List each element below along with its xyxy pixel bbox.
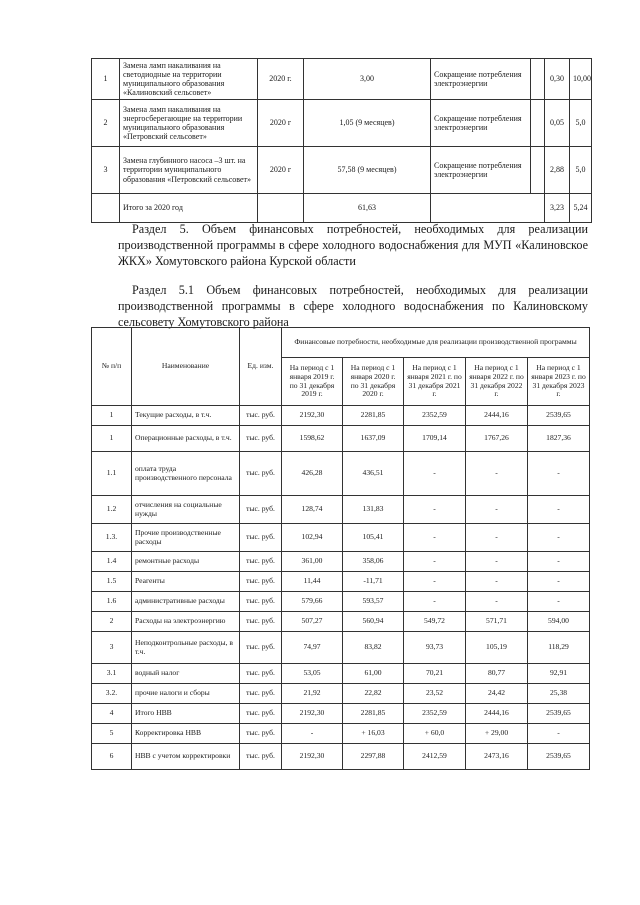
row-value: -	[528, 496, 590, 524]
row-name: отчисления на социальные нужды	[132, 496, 240, 524]
col-group-header: Финансовые потребности, необходимые для реализации производственной программы	[282, 328, 590, 358]
row-name: Итого НВВ	[132, 704, 240, 724]
row-unit: тыс. руб.	[240, 552, 282, 572]
row-value: 131,83	[343, 496, 404, 524]
row-unit: тыс. руб.	[240, 524, 282, 552]
row-value: 1767,26	[466, 426, 528, 452]
section-5-text: Раздел 5. Объем финансовых потребностей, необходимых для реализации производственной программы в сфере холодного водоснабжения для МУП «Калиновское ЖКХ» Хомутовского района Курской области	[118, 222, 588, 268]
row-value: 2192,30	[282, 406, 343, 426]
financial-row	[92, 724, 590, 744]
row-num: 6	[92, 744, 132, 770]
row-value: 2352,59	[404, 704, 466, 724]
row-num: 2	[92, 612, 132, 632]
row-num: 1.4	[92, 552, 132, 572]
row-name: оплата труда производственного персонала	[132, 452, 240, 496]
row-num: 4	[92, 704, 132, 724]
row-unit: тыс. руб.	[240, 426, 282, 452]
row-num: 1.3.	[92, 524, 132, 552]
spacer-cell	[531, 147, 545, 194]
row-value: 128,74	[282, 496, 343, 524]
row-num: 1	[92, 426, 132, 452]
row-value: 83,82	[343, 632, 404, 664]
row-name: Прочие производственные расходы	[132, 524, 240, 552]
row-value: -11,71	[343, 572, 404, 592]
measure-num: 1	[92, 59, 120, 100]
measure-effect: Сокращение потребления электроэнергии	[431, 59, 531, 100]
row-value: 93,73	[404, 632, 466, 664]
row-name: Операционные расходы, в т.ч.	[132, 426, 240, 452]
measure-effect: Сокращение потребления электроэнергии	[431, 147, 531, 194]
measure-year: 2020 г.	[258, 59, 304, 100]
row-num: 3.1	[92, 664, 132, 684]
financial-row	[92, 612, 590, 632]
financial-row	[92, 632, 590, 664]
row-value: 2281,85	[343, 406, 404, 426]
row-value: + 60,0	[404, 724, 466, 744]
row-value: -	[466, 552, 528, 572]
row-num: 1.1	[92, 452, 132, 496]
row-value: 105,19	[466, 632, 528, 664]
row-value: 2281,85	[343, 704, 404, 724]
measure-cost: 3,00	[304, 59, 431, 100]
row-name: прочие налоги и сборы	[132, 684, 240, 704]
row-num: 1.5	[92, 572, 132, 592]
energy-measures-table	[91, 58, 592, 223]
row-value: -	[528, 572, 590, 592]
financial-row	[92, 704, 590, 724]
measure-value-a: 0,05	[545, 100, 570, 147]
row-value: -	[404, 496, 466, 524]
total-value-b: 5,24	[570, 194, 592, 223]
measure-effect: Сокращение потребления электроэнергии	[431, 100, 531, 147]
row-value: -	[404, 452, 466, 496]
row-unit: тыс. руб.	[240, 632, 282, 664]
row-value: 593,57	[343, 592, 404, 612]
row-value: 105,41	[343, 524, 404, 552]
row-value: 571,71	[466, 612, 528, 632]
row-value: -	[466, 524, 528, 552]
row-value: 11,44	[282, 572, 343, 592]
financial-row	[92, 406, 590, 426]
row-value: 1709,14	[404, 426, 466, 452]
total-label: Итого за 2020 год	[120, 194, 258, 223]
empty-cell	[431, 194, 545, 223]
empty-cell	[92, 194, 120, 223]
row-value: 358,06	[343, 552, 404, 572]
row-value: 1827,36	[528, 426, 590, 452]
row-value: 560,94	[343, 612, 404, 632]
row-value: 102,94	[282, 524, 343, 552]
row-value: 24,42	[466, 684, 528, 704]
row-unit: тыс. руб.	[240, 704, 282, 724]
financial-row	[92, 592, 590, 612]
row-unit: тыс. руб.	[240, 612, 282, 632]
measure-num: 3	[92, 147, 120, 194]
row-value: 361,00	[282, 552, 343, 572]
row-value: -	[528, 524, 590, 552]
section-5-heading	[118, 221, 588, 269]
row-value: + 16,03	[343, 724, 404, 744]
row-value: -	[404, 592, 466, 612]
financial-row	[92, 744, 590, 770]
row-value: 2444,16	[466, 406, 528, 426]
measure-cost: 57,58 (9 месяцев)	[304, 147, 431, 194]
measure-cost: 1,05 (9 месяцев)	[304, 100, 431, 147]
total-cost: 61,63	[304, 194, 431, 223]
row-num: 1.2	[92, 496, 132, 524]
row-value: 25,38	[528, 684, 590, 704]
row-value: -	[466, 496, 528, 524]
measure-num: 2	[92, 100, 120, 147]
row-value: -	[466, 452, 528, 496]
row-value: 579,66	[282, 592, 343, 612]
row-name: Корректировка НВВ	[132, 724, 240, 744]
row-unit: тыс. руб.	[240, 664, 282, 684]
financial-row	[92, 664, 590, 684]
row-value: 2539,65	[528, 704, 590, 724]
financial-row	[92, 452, 590, 496]
row-name: Реагенты	[132, 572, 240, 592]
row-value: -	[528, 452, 590, 496]
financial-needs-head	[92, 328, 590, 406]
row-unit: тыс. руб.	[240, 406, 282, 426]
measure-name: Замена ламп накаливания на энергосберегающие на территории муниципального образования «Петровский сельсовет»	[120, 100, 258, 147]
row-name: НВВ с учетом корректировки	[132, 744, 240, 770]
financial-row	[92, 684, 590, 704]
row-value: 436,51	[343, 452, 404, 496]
row-unit: тыс. руб.	[240, 684, 282, 704]
measure-row	[92, 147, 592, 194]
financial-row	[92, 496, 590, 524]
row-unit: тыс. руб.	[240, 496, 282, 524]
row-num: 1	[92, 406, 132, 426]
financial-row	[92, 572, 590, 592]
financial-needs-body	[92, 406, 590, 770]
row-unit: тыс. руб.	[240, 572, 282, 592]
row-name: водный налог	[132, 664, 240, 684]
row-value: 594,00	[528, 612, 590, 632]
row-num: 5	[92, 724, 132, 744]
row-name: Неподконтрольные расходы, в т.ч.	[132, 632, 240, 664]
row-value: 22,82	[343, 684, 404, 704]
row-value: 80,77	[466, 664, 528, 684]
row-value: 92,91	[528, 664, 590, 684]
row-value: 507,27	[282, 612, 343, 632]
row-value: 53,05	[282, 664, 343, 684]
col-name-header: Наименование	[132, 328, 240, 406]
row-num: 1.6	[92, 592, 132, 612]
row-value: 1637,09	[343, 426, 404, 452]
measure-value-a: 0,30	[545, 59, 570, 100]
row-value: 74,97	[282, 632, 343, 664]
period-header: На период с 1 января 2021 г. по 31 декабря 2021 г.	[404, 358, 466, 406]
financial-needs-table	[91, 327, 590, 770]
row-value: 23,52	[404, 684, 466, 704]
row-unit: тыс. руб.	[240, 452, 282, 496]
measure-row	[92, 59, 592, 100]
row-value: 2539,65	[528, 744, 590, 770]
row-num: 3	[92, 632, 132, 664]
row-value: -	[404, 572, 466, 592]
row-value: 2192,30	[282, 744, 343, 770]
row-unit: тыс. руб.	[240, 744, 282, 770]
measure-name: Замена глубинного насоса –3 шт. на территории муниципального образования «Петровский сельсовет»	[120, 147, 258, 194]
financial-row	[92, 524, 590, 552]
col-num-header: № п/п	[92, 328, 132, 406]
row-value: 21,92	[282, 684, 343, 704]
row-value: 2297,88	[343, 744, 404, 770]
row-value: 426,28	[282, 452, 343, 496]
row-name: Расходы на электроэнергию	[132, 612, 240, 632]
section-5-1-heading	[118, 282, 588, 330]
total-value-a: 3,23	[545, 194, 570, 223]
col-unit-header: Ед. изм.	[240, 328, 282, 406]
financial-row	[92, 552, 590, 572]
row-value: -	[404, 524, 466, 552]
total-row	[92, 194, 592, 223]
row-value: -	[528, 724, 590, 744]
period-header: На период с 1 января 2022 г. по 31 декабря 2022 г.	[466, 358, 528, 406]
measure-name: Замена ламп накаливания на светодиодные на территории муниципального образования «Калиновский сельсовет»	[120, 59, 258, 100]
row-value: -	[282, 724, 343, 744]
row-value: 2352,59	[404, 406, 466, 426]
measure-value-b: 10,00	[570, 59, 592, 100]
row-name: административные расходы	[132, 592, 240, 612]
row-value: -	[466, 592, 528, 612]
row-value: + 29,00	[466, 724, 528, 744]
row-value: 549,72	[404, 612, 466, 632]
row-value: 2539,65	[528, 406, 590, 426]
period-header: На период с 1 января 2020 г. по 31 декабря 2020 г.	[343, 358, 404, 406]
row-value: 2412,59	[404, 744, 466, 770]
section-5-1-text: Раздел 5.1 Объем финансовых потребностей, необходимых для реализации производственной программы в сфере холодного водоснабжения по Калиновскому сельсовету Хомутовского района	[118, 283, 588, 329]
financial-row	[92, 426, 590, 452]
row-value: 2444,16	[466, 704, 528, 724]
measure-value-a: 2,88	[545, 147, 570, 194]
row-value: -	[528, 592, 590, 612]
empty-cell	[258, 194, 304, 223]
measure-year: 2020 г	[258, 147, 304, 194]
row-unit: тыс. руб.	[240, 592, 282, 612]
measure-value-b: 5,0	[570, 147, 592, 194]
row-value: -	[404, 552, 466, 572]
row-value: 2192,30	[282, 704, 343, 724]
spacer-cell	[531, 59, 545, 100]
row-value: 61,00	[343, 664, 404, 684]
row-unit: тыс. руб.	[240, 724, 282, 744]
row-name: ремонтные расходы	[132, 552, 240, 572]
measure-year: 2020 г	[258, 100, 304, 147]
row-value: -	[466, 572, 528, 592]
row-value: 1598,62	[282, 426, 343, 452]
row-value: 2473,16	[466, 744, 528, 770]
measure-value-b: 5,0	[570, 100, 592, 147]
row-value: 118,29	[528, 632, 590, 664]
measure-row	[92, 100, 592, 147]
period-header: На период с 1 января 2019 г. по 31 декабря 2019 г.	[282, 358, 343, 406]
spacer-cell	[531, 100, 545, 147]
row-num: 3.2.	[92, 684, 132, 704]
energy-measures-body	[92, 59, 592, 223]
row-name: Текущие расходы, в т.ч.	[132, 406, 240, 426]
period-header: На период с 1 января 2023 г. по 31 декабря 2023 г.	[528, 358, 590, 406]
row-value: 70,21	[404, 664, 466, 684]
row-value: -	[528, 552, 590, 572]
